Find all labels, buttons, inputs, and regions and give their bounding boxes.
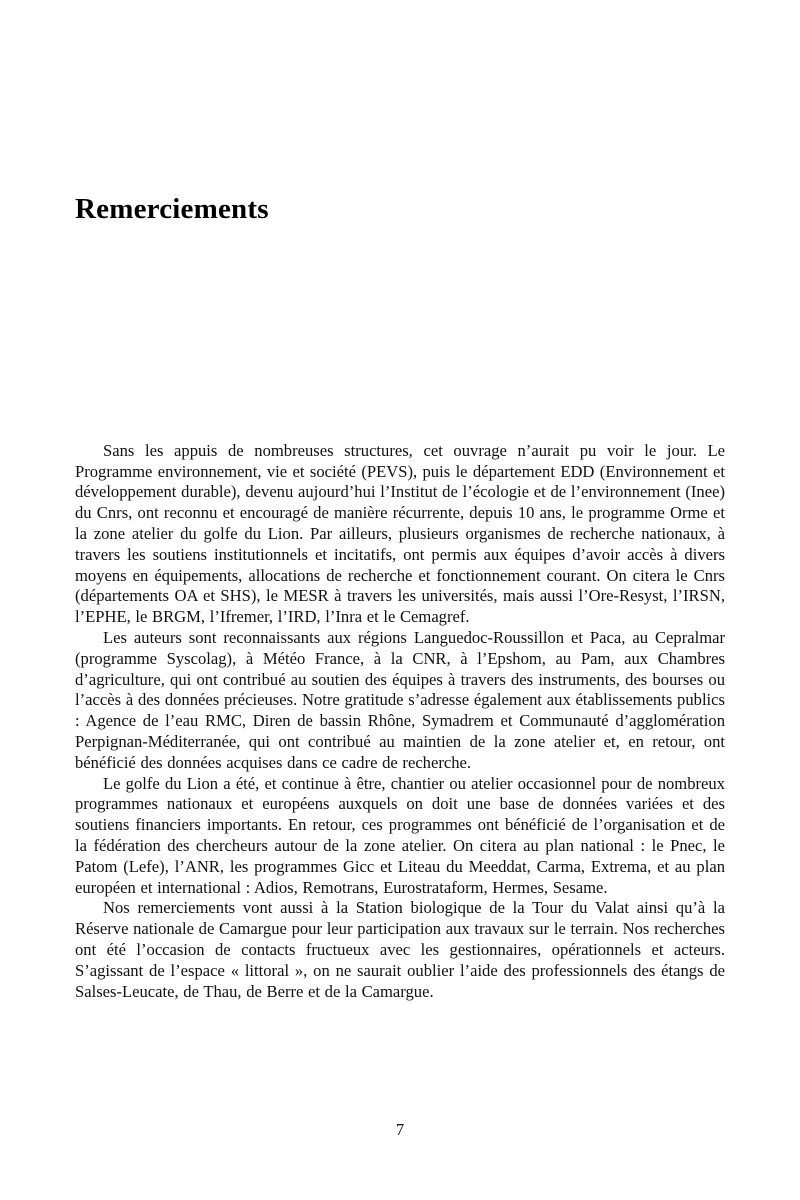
page-title: Remerciements — [75, 193, 269, 225]
paragraph-2: Les auteurs sont reconnaissants aux régions Languedoc-Roussillon et Paca, au Cepralmar (programme Syscolag), à Météo France, à la CNR, à l’Epshom, au Pam, aux Chambres d’agriculture, qui ont contribué au soutien des équipes à travers des instruments, des bourses ou l’accès à des données précieuses. Notre gratitude s’adresse également aux établissements publics : Agence de l’eau RMC, Diren de bassin Rhône, Symadrem et Communauté d’agglomération Perpignan-Méditerranée, qui ont contribué au maintien de la zone atelier et, en retour, ont bénéficié des données acquises dans ce cadre de recherche. — [75, 628, 725, 772]
paragraph-4: Nos remerciements vont aussi à la Station biologique de la Tour du Valat ainsi qu’à la Réserve nationale de Camargue pour leur participation aux travaux sur le terrain. Nos recherches ont été l’occasion de contacts fructueux avec les gestionnaires, opérationnels et acteurs. S’agissant de l’espace « littoral », on ne saurait oublier l’aide des professionnels des étangs de Salses-Leucate, de Thau, de Berre et de la Camargue. — [75, 898, 725, 1001]
paragraph-3: Le golfe du Lion a été, et continue à être, chantier ou atelier occasionnel pour de nombreux programmes nationaux et européens auxquels on doit une base de données variées et des soutiens financiers importants. En retour, ces programmes ont bénéficié de l’organisation et de la fédération des chercheurs autour de la zone atelier. On citera au plan national : le Pnec, le Patom (Lefe), l’ANR, les programmes Gicc et Liteau du Meeddat, Carma, Extrema, et au plan européen et international : Adios, Remotrans, Eurostrataform, Hermes, Sesame. — [75, 773, 725, 897]
body-text — [75, 441, 725, 1003]
page-number: 7 — [395, 1120, 405, 1139]
paragraph-1: Sans les appuis de nombreuses structures, cet ouvrage n’aurait pu voir le jour. Le Programme environnement, vie et société (PEVS), puis le département EDD (Environnement et développement durable), devenu aujourd’hui l’Institut de l’écologie et de l’environnement (Inee) du Cnrs, ont reconnu et encouragé de manière récurrente, depuis 10 ans, le programme Orme et la zone atelier du golfe du Lion. Par ailleurs, plusieurs organismes de recherche nationaux, à travers les soutiens institutionnels et incitatifs, ont permis aux équipes d’avoir accès à divers moyens en équipements, allocations de recherche et fonctionnement courant. On citera le Cnrs (départements OA et SHS), le MESR à travers les universités, mais aussi l’Ore-Resyst, l’IRSN, l’EPHE, le BRGM, l’Ifremer, l’IRD, l’Inra et le Cemagref. — [75, 440, 725, 627]
